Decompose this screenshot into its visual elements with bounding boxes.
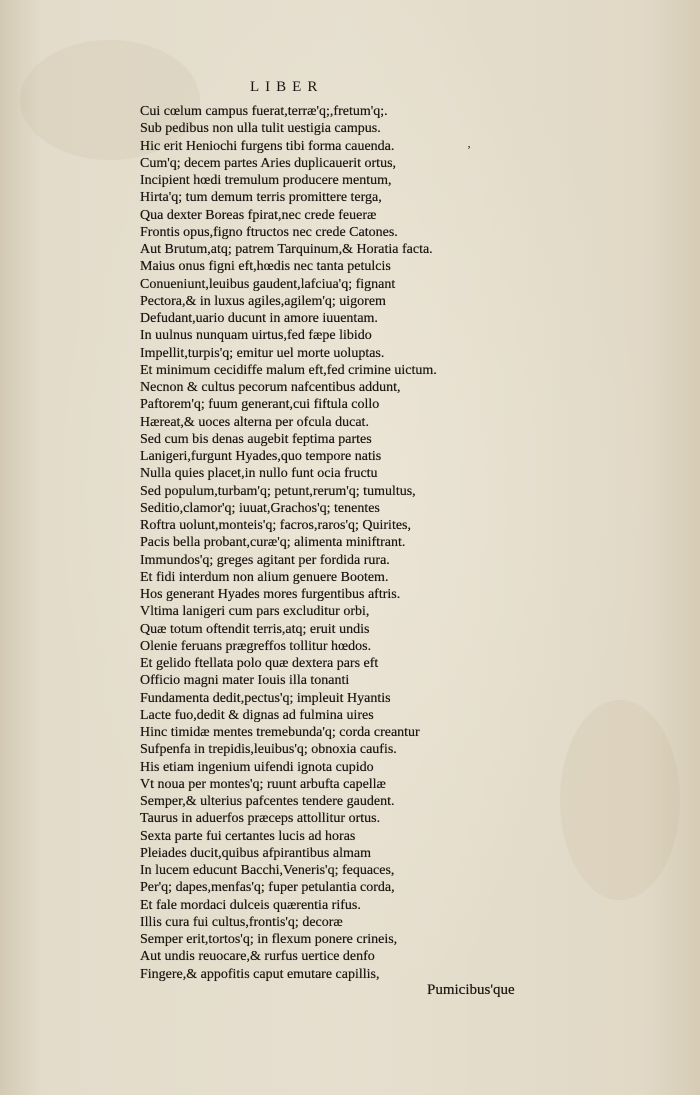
verse-line: Necnon & cultus pecorum nafcentibus addunt, <box>140 380 401 395</box>
verse-line: Conueniunt,leuibus gaudent,lafciua'q; fignant <box>140 276 396 292</box>
verse-line: In lucem educunt Bacchi,Veneris'q; fequaces, <box>140 863 395 878</box>
verse-block <box>140 103 520 983</box>
verse-line: Impellit,turpis'q; emitur uel morte uoluptas. <box>140 345 385 361</box>
verse-line: Et fale mordaci dulceis quærentia rifus. <box>140 897 361 913</box>
verse-line: Fingere,& appofitis caput emutare capillis, <box>140 966 380 982</box>
verse-line: Per'q; dapes,menfas'q; fuper petulantia corda, <box>140 880 395 896</box>
verse-line: Sed cum bis denas augebit feptima partes <box>140 431 372 447</box>
margin-mark: ʼ <box>467 143 471 157</box>
verse-line: Hos generant Hyades mores furgentibus aftris. <box>140 587 401 602</box>
verse-line: Frontis opus,figno ftructos nec crede Catones. <box>140 224 398 240</box>
verse-line: Hinc timidæ mentes tremebunda'q; corda creantur <box>140 725 420 740</box>
verse-line: Defudant,uario ducunt in amore iuuentam. <box>140 311 378 326</box>
verse-line: Immundos'q; greges agitant per fordida rura. <box>140 552 390 568</box>
verse-line: Paftorem'q; fuum generant,cui fiftula collo <box>140 397 380 413</box>
verse-line: Vltima lanigeri cum pars excluditur orbi, <box>140 604 370 620</box>
verse-line: Pectora,& in luxus agiles,agilem'q; uigorem <box>140 293 386 309</box>
verse-line: Et gelido ftellata polo quæ dextera pars eft <box>140 656 379 671</box>
verse-line: Olenie feruans prægreffos tollitur hœdos. <box>140 638 372 654</box>
verse-line: Lanigeri,furgunt Hyades,quo tempore natis <box>140 449 382 464</box>
verse-line: Qua dexter Boreas fpirat,nec crede feueræ <box>140 207 377 223</box>
verse-line: Sub pedibus non ulla tulit uestigia campus. <box>140 121 381 137</box>
paper-stain <box>560 700 680 900</box>
verse-line: Sexta parte fui certantes lucis ad horas <box>140 828 356 844</box>
verse-line: Hæreat,& uoces alterna per ofcula ducat. <box>140 414 369 430</box>
verse-line: Maius onus figni eft,hœdis nec tanta petulcis <box>140 259 391 275</box>
verse-line: Roftra uolunt,monteis'q; facros,raros'q; Quirites, <box>140 518 411 533</box>
verse-line: Sed populum,turbam'q; petunt,rerum'q; tumultus, <box>140 483 416 499</box>
verse-line: Fundamenta dedit,pectus'q; impleuit Hyantis <box>140 690 391 706</box>
verse-line: Semper erit,tortos'q; in flexum ponere crineis, <box>140 932 398 947</box>
verse-line: Pleiades ducit,quibus afpirantibus almam <box>140 845 371 861</box>
verse-line: Seditio,clamor'q; iuuat,Grachos'q; tenentes <box>140 500 380 516</box>
verse-line: Officio magni mater Iouis illa tonanti <box>140 673 350 689</box>
verse-line: Lacte fuo,dedit & dignas ad fulmina uires <box>140 707 374 723</box>
verse-line: His etiam ingenium uifendi ignota cupido <box>140 759 374 775</box>
verse-line: Et fidi interdum non alium genuere Bootem. <box>140 569 389 585</box>
verse-line: Pacis bella probant,curæ'q; alimenta miniftrant. <box>140 535 406 551</box>
verse-line: Vt noua per montes'q; ruunt arbufta capellæ <box>140 776 386 792</box>
verse-line: Taurus in aduerfos præceps attollitur ortus. <box>140 811 381 827</box>
verse-line: Hirta'q; tum demum terris promittere terga, <box>140 190 382 206</box>
catchword: Pumicibus'que <box>427 982 515 998</box>
verse-line: In uulnus nunquam uirtus,fed fæpe libido <box>140 328 372 344</box>
page-header: LIBER <box>250 79 324 95</box>
verse-line: Nulla quies placet,in nullo funt ocia fructu <box>140 466 378 482</box>
verse-line: Cui cœlum campus fuerat,terræ'q;,fretum'q;. <box>140 104 388 119</box>
verse-line: Et minimum cecidiffe malum eft,fed crimine uictum. <box>140 362 437 378</box>
verse-line: Aut undis reuocare,& rurfus uertice denfo <box>140 949 375 965</box>
verse-line: Sufpenfa in trepidis,leuibus'q; obnoxia caufis. <box>140 742 397 758</box>
verse-line: Cum'q; decem partes Aries duplicauerit ortus, <box>140 155 397 171</box>
verse-line: Illis cura fui cultus,frontis'q; decoræ <box>140 914 343 930</box>
verse-line: Hic erit Heniochi furgens tibi forma cauenda. <box>140 138 395 154</box>
verse-line: Aut Brutum,atq; patrem Tarquinum,& Horatia facta. <box>140 242 433 257</box>
verse-line: Semper,& ulterius pafcentes tendere gaudent. <box>140 794 395 809</box>
verse-line: Incipient hœdi tremulum producere mentum, <box>140 173 392 188</box>
verse-line: Quæ totum oftendit terris,atq; eruit undis <box>140 621 370 637</box>
